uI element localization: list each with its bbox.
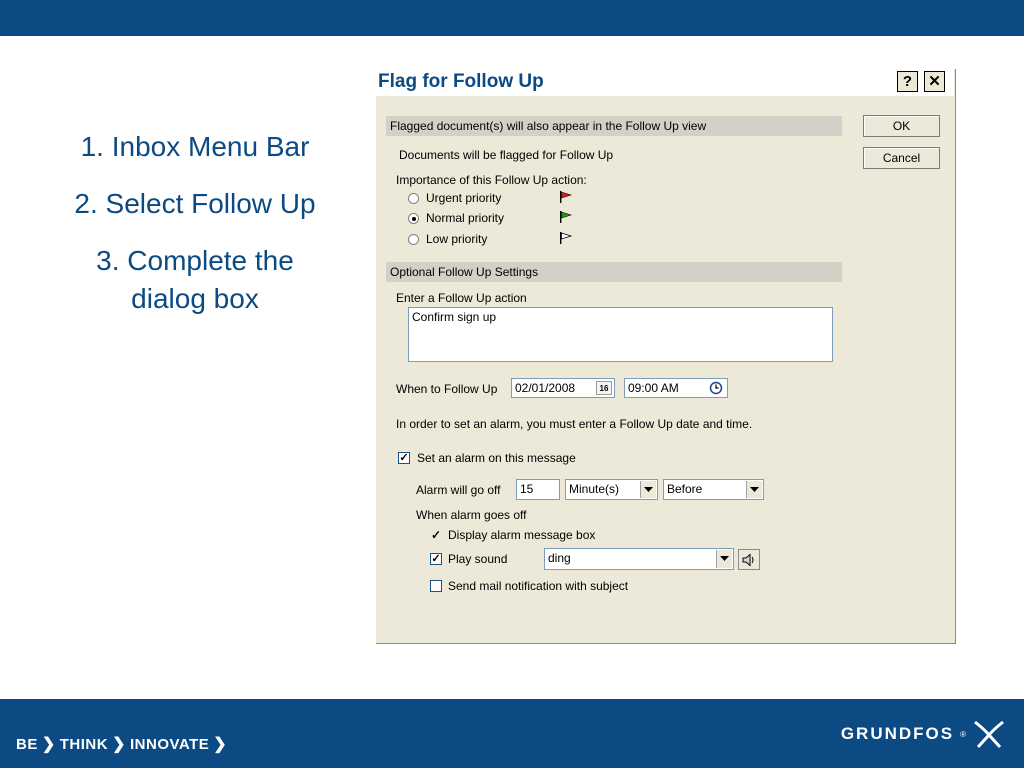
steps-list xyxy=(60,128,330,337)
logo-registered-mark: ® xyxy=(960,729,966,739)
slogan-think: THINK xyxy=(59,735,109,753)
send-mail-label[interactable]: Send mail notification with subject xyxy=(448,579,629,593)
slogan-innovate: INNOVATE xyxy=(129,735,210,753)
follow-up-time-field[interactable] xyxy=(624,378,728,398)
follow-up-dialog xyxy=(376,69,956,644)
display-box-label: Display alarm message box xyxy=(448,528,596,542)
normal-priority-label[interactable]: Normal priority xyxy=(426,211,505,225)
when-alarm-label: When alarm goes off xyxy=(416,508,527,522)
step-item: 3. Complete the dialog box xyxy=(96,245,294,314)
follow-up-action-textarea[interactable]: Confirm sign up xyxy=(408,307,833,362)
normal-priority-radio[interactable] xyxy=(408,213,419,224)
chevron-right-icon: ❯ xyxy=(112,736,126,753)
green-flag-icon xyxy=(559,211,573,223)
chevron-down-icon[interactable] xyxy=(640,481,656,498)
slogan-be: BE xyxy=(16,735,38,753)
low-priority-radio[interactable] xyxy=(408,234,419,245)
close-button[interactable]: ✕ xyxy=(924,71,945,92)
chevron-right-icon: ❯ xyxy=(213,736,228,753)
flag-info-text: Documents will be flagged for Follow Up xyxy=(399,148,614,162)
alarm-relation-select[interactable] xyxy=(663,479,764,500)
help-button[interactable]: ? xyxy=(897,71,918,92)
calendar-icon[interactable]: 16 xyxy=(596,381,612,395)
alarm-goes-off-label: Alarm will go off xyxy=(416,483,501,497)
step-item: 1. Inbox Menu Bar xyxy=(80,131,310,162)
section-header-optional: Optional Follow Up Settings xyxy=(386,262,842,282)
when-label: When to Follow Up xyxy=(396,382,498,396)
step-item: 2. Select Follow Up xyxy=(74,188,316,219)
importance-label: Importance of this Follow Up action: xyxy=(396,173,587,187)
dialog-title: Flag for Follow Up xyxy=(378,71,544,92)
set-alarm-checkbox[interactable]: ✓ xyxy=(399,452,409,464)
clock-icon[interactable] xyxy=(707,381,725,395)
low-priority-label[interactable]: Low priority xyxy=(426,232,488,246)
logo-text: GRUNDFOS xyxy=(840,724,955,743)
top-header-bar xyxy=(0,0,1024,36)
chevron-down-icon[interactable] xyxy=(716,550,732,568)
footer-bar xyxy=(0,699,1024,768)
time-value: 09:00 AM xyxy=(628,381,679,395)
white-flag-icon xyxy=(559,232,573,244)
play-sound-label[interactable]: Play sound xyxy=(448,552,508,566)
set-alarm-label[interactable]: Set an alarm on this message xyxy=(417,451,576,465)
play-sound-checkbox[interactable]: ✓ xyxy=(431,553,441,565)
follow-up-date-field[interactable] xyxy=(511,378,615,398)
speaker-icon[interactable] xyxy=(738,549,760,570)
slogan xyxy=(16,734,227,754)
alarm-relation-value: Before xyxy=(667,482,703,496)
checkmark-icon: ✓ xyxy=(431,528,442,542)
dialog-titlebar xyxy=(376,69,954,96)
sound-value: ding xyxy=(548,551,571,565)
red-flag-icon xyxy=(559,191,573,203)
grundfos-logo xyxy=(841,719,1006,749)
chevron-right-icon: ❯ xyxy=(41,736,56,753)
urgent-priority-radio[interactable] xyxy=(408,193,419,204)
alarm-note-text: In order to set an alarm, you must enter a Follow Up date and time. xyxy=(396,417,753,431)
cancel-button[interactable]: Cancel xyxy=(863,147,940,169)
ok-button[interactable]: OK xyxy=(863,115,940,137)
urgent-priority-label[interactable]: Urgent priority xyxy=(426,191,502,205)
action-label: Enter a Follow Up action xyxy=(396,291,527,305)
send-mail-checkbox[interactable] xyxy=(430,580,442,592)
grundfos-x-icon xyxy=(972,719,1006,749)
section-header-flagged: Flagged document(s) will also appear in the Follow Up view xyxy=(386,116,842,136)
alarm-unit-select[interactable] xyxy=(565,479,658,500)
chevron-down-icon[interactable] xyxy=(746,481,762,498)
alarm-unit-value: Minute(s) xyxy=(569,482,620,496)
date-value: 02/01/2008 xyxy=(515,381,576,395)
sound-select[interactable] xyxy=(544,548,734,570)
alarm-amount-input[interactable]: 15 xyxy=(516,479,560,500)
